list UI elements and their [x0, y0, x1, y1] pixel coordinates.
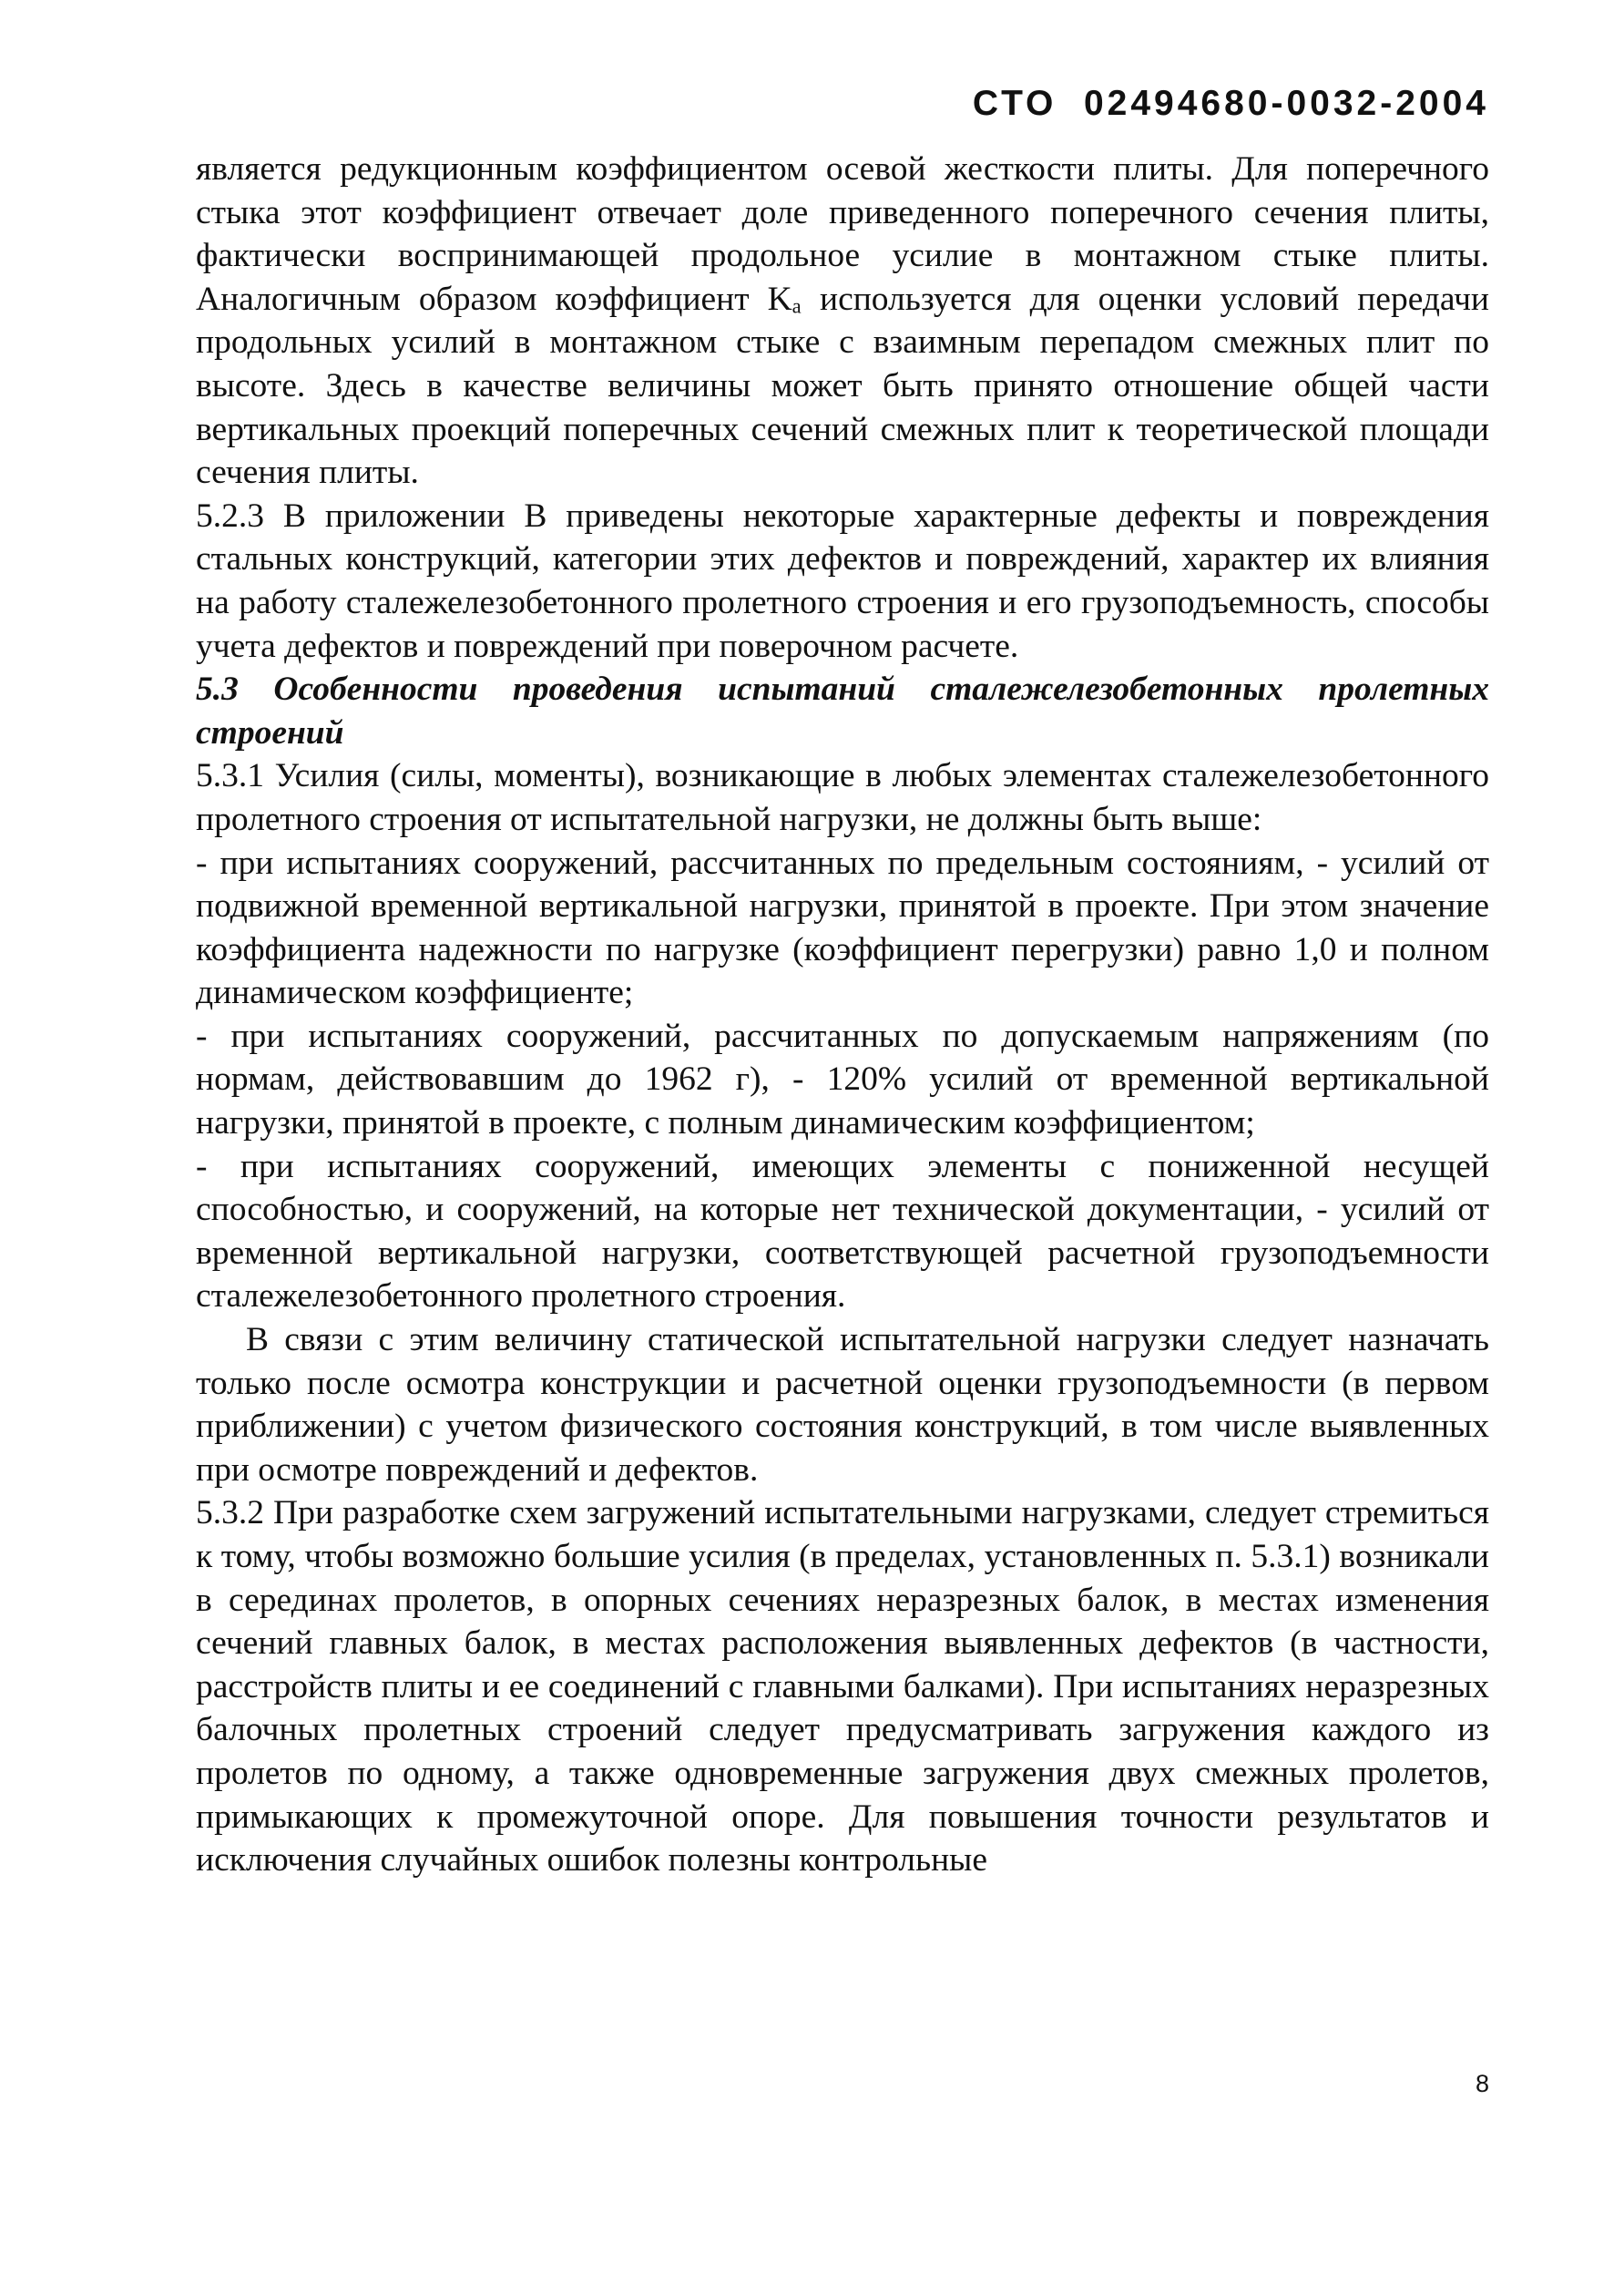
- list-item-allowable-stresses: - при испытаниях сооружений, рассчитанных по допускаемым напряжениям (по нормам, действовавшим до 1962 г), - 120% усилий от временной вертикальной нагрузки, принятой в проекте, с полным динамическим коэффициентом;: [196, 1017, 1489, 1142]
- section-title-5-3: 5.3 Особенности проведения испытаний сталежелезобетонных пролетных строений: [196, 671, 1489, 752]
- paragraph-5-3-1: 5.3.1 Усилия (силы, моменты), возникающие в любых элементах сталежелезобетонного пролетного строения от испытательной нагрузки, не должны быть выше:: [196, 757, 1489, 838]
- list-item-reduced-capacity: - при испытаниях сооружений, имеющих элементы с пониженной несущей способностью, и сооружений, на которые нет технической документации, - усилий от временной вертикальной нагрузки, соответствующей расчетной грузоподъемности сталежелезобетонного пролетного строения.: [196, 1147, 1489, 1316]
- page-number: 8: [1475, 2070, 1489, 2097]
- paragraph-static-load: В связи с этим величину статической испытательной нагрузки следует назначать только после осмотра конструкции и расчетной оценки грузоподъемности (в первом приближении) с учетом физического состояния конструкций, в том числе выявленных при осмотре повреждений и дефектов.: [196, 1321, 1489, 1489]
- paragraph-5-3-2: 5.3.2 При разработке схем загружений испытательными нагрузками, следует стремиться к тому, чтобы возможно большие усилия (в пределах, установленных п. 5.3.1) возникали в серединах пролетов, в опорных сечениях неразрезных балок, в местах изменения сечений главных балок, в местах расположения выявленных дефектов (в частности, расстройств плиты и ее соединений с главными балками). При испытаниях неразрезных балочных пролетных строений следует предусматривать загружения каждого из пролетов по одному, а также одновременные загружения двух смежных пролетов, примыкающих к промежуточной опоре. Для повышения точности результатов и исключения случайных ошибок полезны контрольные: [196, 1494, 1489, 1879]
- paragraph-continuation: является редукционным коэффициентом осевой жесткости плиты. Для поперечного стыка этот коэффициент отвечает доле приведенного поперечного сечения плиты, фактически воспринимающей продольное усилие в монтажном стыке плиты. Аналогичным образом коэффициент Kₐ используется для оценки условий передачи продольных усилий в монтажном стыке с взаимным перепадом смежных плит по высоте. Здесь в качестве величины может быть принято отношение общей части вертикальных проекций поперечных сечений смежных плит к теоретической площади сечения плиты.: [196, 150, 1489, 492]
- body-text: [196, 148, 1489, 1882]
- paragraph-5-2-3: 5.2.3 В приложении В приведены некоторые характерные дефекты и повреждения стальных конструкций, категории этих дефектов и повреждений, характер их влияния на работу сталежелезобетонного пролетного строения и его грузоподъемность, способы учета дефектов и повреждений при поверочном расчете.: [196, 497, 1489, 665]
- list-item-limit-states: - при испытаниях сооружений, рассчитанных по предельным состояниям, - усилий от подвижной временной вертикальной нагрузки, принятой в проекте. При этом значение коэффициента надежности по нагрузке (коэффициент перегрузки) равно 1,0 и полном динамическом коэффициенте;: [196, 844, 1489, 1012]
- document-code-header: СТО 02494680-0032-2004: [972, 84, 1489, 123]
